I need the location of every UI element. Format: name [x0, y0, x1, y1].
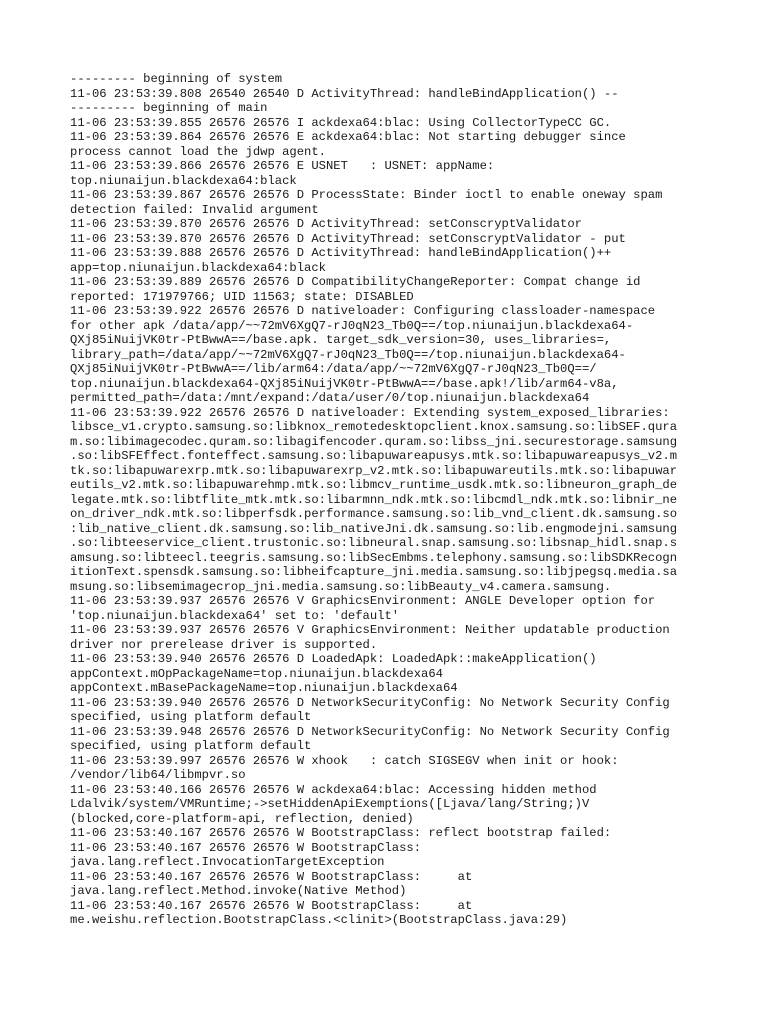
log-line: driver nor prerelease driver is supported. — [70, 637, 378, 652]
log-line: /vendor/lib64/libmpvr.so — [70, 768, 246, 782]
log-line: top.niunaijun.blackdexa64-QXj85iNuijVK0tr-PtBwwA==/base.apk!/lib/arm64-v8a, — [70, 376, 619, 391]
log-line: 11-06 23:53:39.937 26576 26576 V GraphicsEnvironment: ANGLE Developer option for — [70, 594, 656, 608]
log-line: tk.so:libapuwarexrp.mtk.so:libapuwarexrp_v2.mtk.so:libapuwareutils.mtk.so:libapuwar — [70, 463, 678, 478]
log-line: 11-06 23:53:39.866 26576 26576 E USNET : USNET: appName: — [70, 159, 495, 173]
log-line: legate.mtk.so:libtflite_mtk.mtk.so:libarmnn_ndk.mtk.so:libcmdl_ndk.mtk.so:libnir_ne — [70, 492, 678, 507]
log-line: QXj85iNuijVK0tr-PtBwwA==/base.apk. target_sdk_version=30, uses_libraries=, — [70, 333, 612, 347]
log-line: 11-06 23:53:39.889 26576 26576 D CompatibilityChangeReporter: Compat change id — [70, 275, 641, 289]
log-line: 11-06 23:53:39.888 26576 26576 D ActivityThread: handleBindApplication()++ — [70, 246, 612, 260]
log-line: 11-06 23:53:39.808 26540 26540 D ActivityThread: handleBindApplication() -- — [70, 86, 619, 101]
log-document — [70, 72, 700, 928]
log-line: 11-06 23:53:40.167 26576 26576 W BootstrapClass: reflect bootstrap failed: — [70, 826, 612, 840]
log-line: appContext.mBasePackageName=top.niunaijun.blackdexa64 — [70, 681, 458, 695]
log-line: 11-06 23:53:39.948 26576 26576 D NetworkSecurityConfig: No Network Security Config — [70, 724, 670, 739]
log-line: top.niunaijun.blackdexa64:black — [70, 173, 297, 188]
log-line: QXj85iNuijVK0tr-PtBwwA==/lib/arm64:/data/app/~~72mV6XgQ7-rJ0qN23_Tb0Q==/ — [70, 362, 597, 376]
log-line: msung.so:libsemimagecrop_jni.media.samsung.so:libBeauty_v4.camera.samsung. — [70, 579, 612, 594]
log-line: reported: 171979766; UID 11563; state: DISABLED — [70, 289, 414, 304]
log-line: 11-06 23:53:39.867 26576 26576 D ProcessState: Binder ioctl to enable oneway spam — [70, 188, 663, 202]
log-line: Ldalvik/system/VMRuntime;->setHiddenApiExemptions([Ljava/lang/String;)V — [70, 797, 590, 811]
log-line: java.lang.reflect.Method.invoke(Native Method) — [70, 884, 407, 898]
log-line: 11-06 23:53:39.870 26576 26576 D ActivityThread: setConscryptValidator — [70, 217, 582, 231]
log-line: 11-06 23:53:39.922 26576 26576 D nativeloader: Configuring classloader-namespace — [70, 304, 656, 318]
log-line: library_path=/data/app/~~72mV6XgQ7-rJ0qN23_Tb0Q==/top.niunaijun.blackdexa64- — [70, 347, 626, 362]
log-line: --------- beginning of system — [70, 72, 283, 86]
log-line: amsung.so:libteecl.teegris.samsung.so:libSecEmbms.telephony.samsung.so:libSDKRecogn — [70, 550, 678, 565]
log-body — [70, 72, 700, 928]
log-line: specified, using platform default — [70, 739, 312, 753]
log-line: .so:libSFEffect.fonteffect.samsung.so:libapuwareapusys.mtk.so:libapuwareapusys_v2.m — [70, 449, 678, 463]
log-line: itionText.spensdk.samsung.so:libheifcapture_jni.media.samsung.so:libjpegsq.media.sa — [70, 565, 678, 579]
log-line: eutils_v2.mtk.so:libapuwarehmp.mtk.so:libmcv_runtime_usdk.mtk.so:libneuron_graph_de — [70, 478, 678, 492]
log-line: detection failed: Invalid argument — [70, 202, 319, 217]
log-line: .so:libteeservice_client.trustonic.so:libneural.snap.samsung.so:libsnap_hidl.snap.s — [70, 536, 678, 550]
log-line: on_driver_ndk.mtk.so:libperfsdk.performance.samsung.so:lib_vnd_client.dk.samsung.so — [70, 507, 678, 521]
log-line: 11-06 23:53:39.940 26576 26576 D NetworkSecurityConfig: No Network Security Config — [70, 695, 670, 710]
log-line: (blocked,core-platform-api, reflection, denied) — [70, 811, 414, 826]
log-line: 11-06 23:53:39.870 26576 26576 D ActivityThread: setConscryptValidator - put — [70, 231, 626, 246]
log-line: 11-06 23:53:39.940 26576 26576 D LoadedApk: LoadedApk::makeApplication() — [70, 652, 597, 666]
log-line: specified, using platform default — [70, 710, 312, 724]
log-line: me.weishu.reflection.BootstrapClass.<clinit>(BootstrapClass.java:29) — [70, 913, 568, 927]
log-line: 'top.niunaijun.blackdexa64' set to: 'default' — [70, 608, 400, 623]
log-line: :lib_native_client.dk.samsung.so:lib_nativeJni.dk.samsung.so:lib.engmodejni.samsung — [70, 521, 678, 536]
log-line: appContext.mOpPackageName=top.niunaijun.blackdexa64 — [70, 666, 443, 681]
log-line: 11-06 23:53:39.937 26576 26576 V GraphicsEnvironment: Neither updatable production — [70, 623, 670, 637]
log-line: m.so:libimagecodec.quram.so:libagifencoder.quram.so:libss_jni.securestorage.samsung — [70, 434, 678, 449]
log-line: --------- beginning of main — [70, 101, 268, 115]
log-line: libsce_v1.crypto.samsung.so:libknox_remotedesktopclient.knox.samsung.so:libSEF.qura — [70, 420, 678, 434]
log-line: process cannot load the jdwp agent. — [70, 144, 326, 159]
log-line: 11-06 23:53:39.855 26576 26576 I ackdexa64:blac: Using CollectorTypeCC GC. — [70, 115, 612, 130]
log-line: 11-06 23:53:40.167 26576 26576 W BootstrapClass: — [70, 840, 422, 855]
log-line: 11-06 23:53:40.167 26576 26576 W BootstrapClass: at — [70, 898, 473, 913]
log-line: 11-06 23:53:39.864 26576 26576 E ackdexa64:blac: Not starting debugger since — [70, 130, 626, 144]
log-line: for other apk /data/app/~~72mV6XgQ7-rJ0qN23_Tb0Q==/top.niunaijun.blackdexa64- — [70, 318, 634, 333]
log-line: 11-06 23:53:40.167 26576 26576 W BootstrapClass: at — [70, 869, 473, 884]
log-line: 11-06 23:53:39.997 26576 26576 W xhook : catch SIGSEGV when init or hook: — [70, 753, 619, 768]
log-line: 11-06 23:53:39.922 26576 26576 D nativeloader: Extending system_exposed_libraries: — [70, 405, 670, 420]
log-line: app=top.niunaijun.blackdexa64:black — [70, 260, 326, 275]
log-line: permitted_path=/data:/mnt/expand:/data/user/0/top.niunaijun.blackdexa64 — [70, 391, 590, 405]
log-line: 11-06 23:53:40.166 26576 26576 W ackdexa64:blac: Accessing hidden method — [70, 782, 597, 797]
log-line: java.lang.reflect.InvocationTargetException — [70, 855, 385, 869]
